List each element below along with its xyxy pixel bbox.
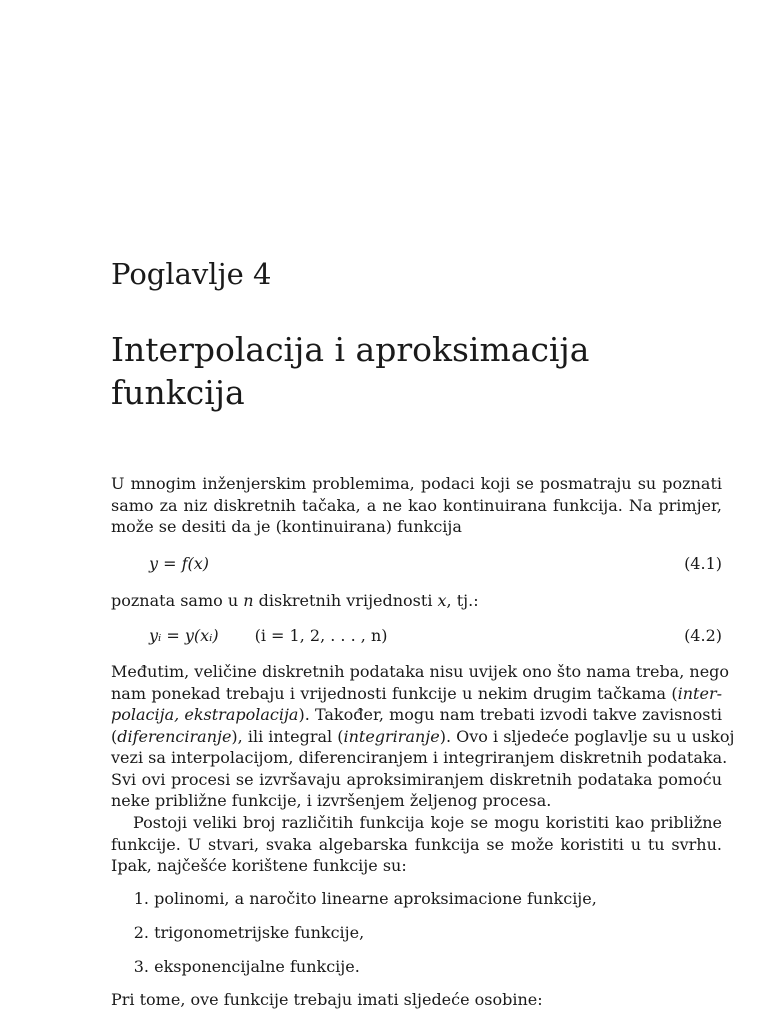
list-item	[111, 922, 364, 944]
paragraph-functions	[111, 812, 722, 877]
text-line: Međutim, veličine diskretnih podataka nisu uvijek ono što nama treba, nego	[111, 662, 730, 681]
equation-body: y = f(x)	[149, 554, 210, 573]
paragraph-properties	[111, 989, 722, 1011]
paragraph-discrete-data	[111, 661, 735, 812]
paragraph-known-values	[111, 590, 722, 612]
list-text: polinomi, a naročito linearne aproksimacione funkcije,	[154, 889, 597, 908]
text-line: Postoji veliki broj različitih funkcija koje se mogu koristiti kao približne	[133, 813, 722, 832]
text-line: U mnogim inženjerskim problemima, podaci koji se posmatraju su poznati	[111, 474, 722, 493]
paragraph-intro	[111, 473, 722, 538]
text-line: Svi ovi procesi se izvršavaju aproksimiranjem diskretnih podataka pomoću	[111, 769, 722, 789]
text-line: može se desiti da je (kontinuirana) funkcija	[111, 517, 462, 536]
chapter-label: Poglavlje 4	[111, 257, 272, 291]
list-number: 1.	[133, 889, 149, 908]
text-line: neke približne funkcije, i izvršenjem željenog procesa.	[111, 791, 552, 810]
chapter-title-line: funkcija	[111, 373, 245, 412]
text-line: poznata samo u n diskretnih vrijednosti x, tj.:	[111, 591, 479, 610]
equation-condition: (i = 1, 2, . . . , n)	[254, 626, 388, 645]
chapter-title-line: Interpolacija i aproksimacija	[111, 330, 590, 369]
text-line: vezi sa interpolacijom, diferenciranjem i integriranjem diskretnih podataka.	[111, 748, 728, 767]
chapter-title	[111, 328, 731, 414]
list-item	[111, 888, 597, 910]
list-text: trigonometrijske funkcije,	[154, 923, 365, 942]
list-number: 2.	[133, 923, 149, 942]
text-line: samo za niz diskretnih tačaka, a ne kao kontinuirana funkcija. Na primjer,	[111, 495, 722, 515]
text-line: Pri tome, ove funkcije trebaju imati sljedeće osobine:	[111, 990, 543, 1009]
variable-n: n	[243, 591, 254, 610]
text-line: (diferenciranje), ili integral (integriranje). Ovo i sljedeće poglavlje su u uskoj	[111, 726, 735, 746]
list-item	[111, 956, 360, 978]
equation-number: (4.2)	[684, 626, 722, 645]
text-line: funkcije. U stvari, svaka algebarska funkcija se može koristiti u tu svrhu.	[111, 834, 722, 854]
equation-body: yᵢ = y(xᵢ) (i = 1, 2, . . . , n)	[149, 626, 388, 645]
list-number: 3.	[133, 957, 149, 976]
equation-4-1	[111, 552, 722, 576]
text-line: Ipak, najčešće korištene funkcije su:	[111, 856, 407, 875]
text-line: polacija, ekstrapolacija). Također, mogu nam trebati izvodi takve zavisnosti	[111, 705, 722, 724]
variable-x: x	[437, 591, 447, 610]
equation-number: (4.1)	[684, 554, 722, 573]
list-text: eksponencijalne funkcije.	[154, 957, 360, 976]
text-line: nam ponekad trebaju i vrijednosti funkcije u nekim drugim tačkama (inter-	[111, 683, 722, 703]
equation-4-2	[111, 624, 722, 648]
